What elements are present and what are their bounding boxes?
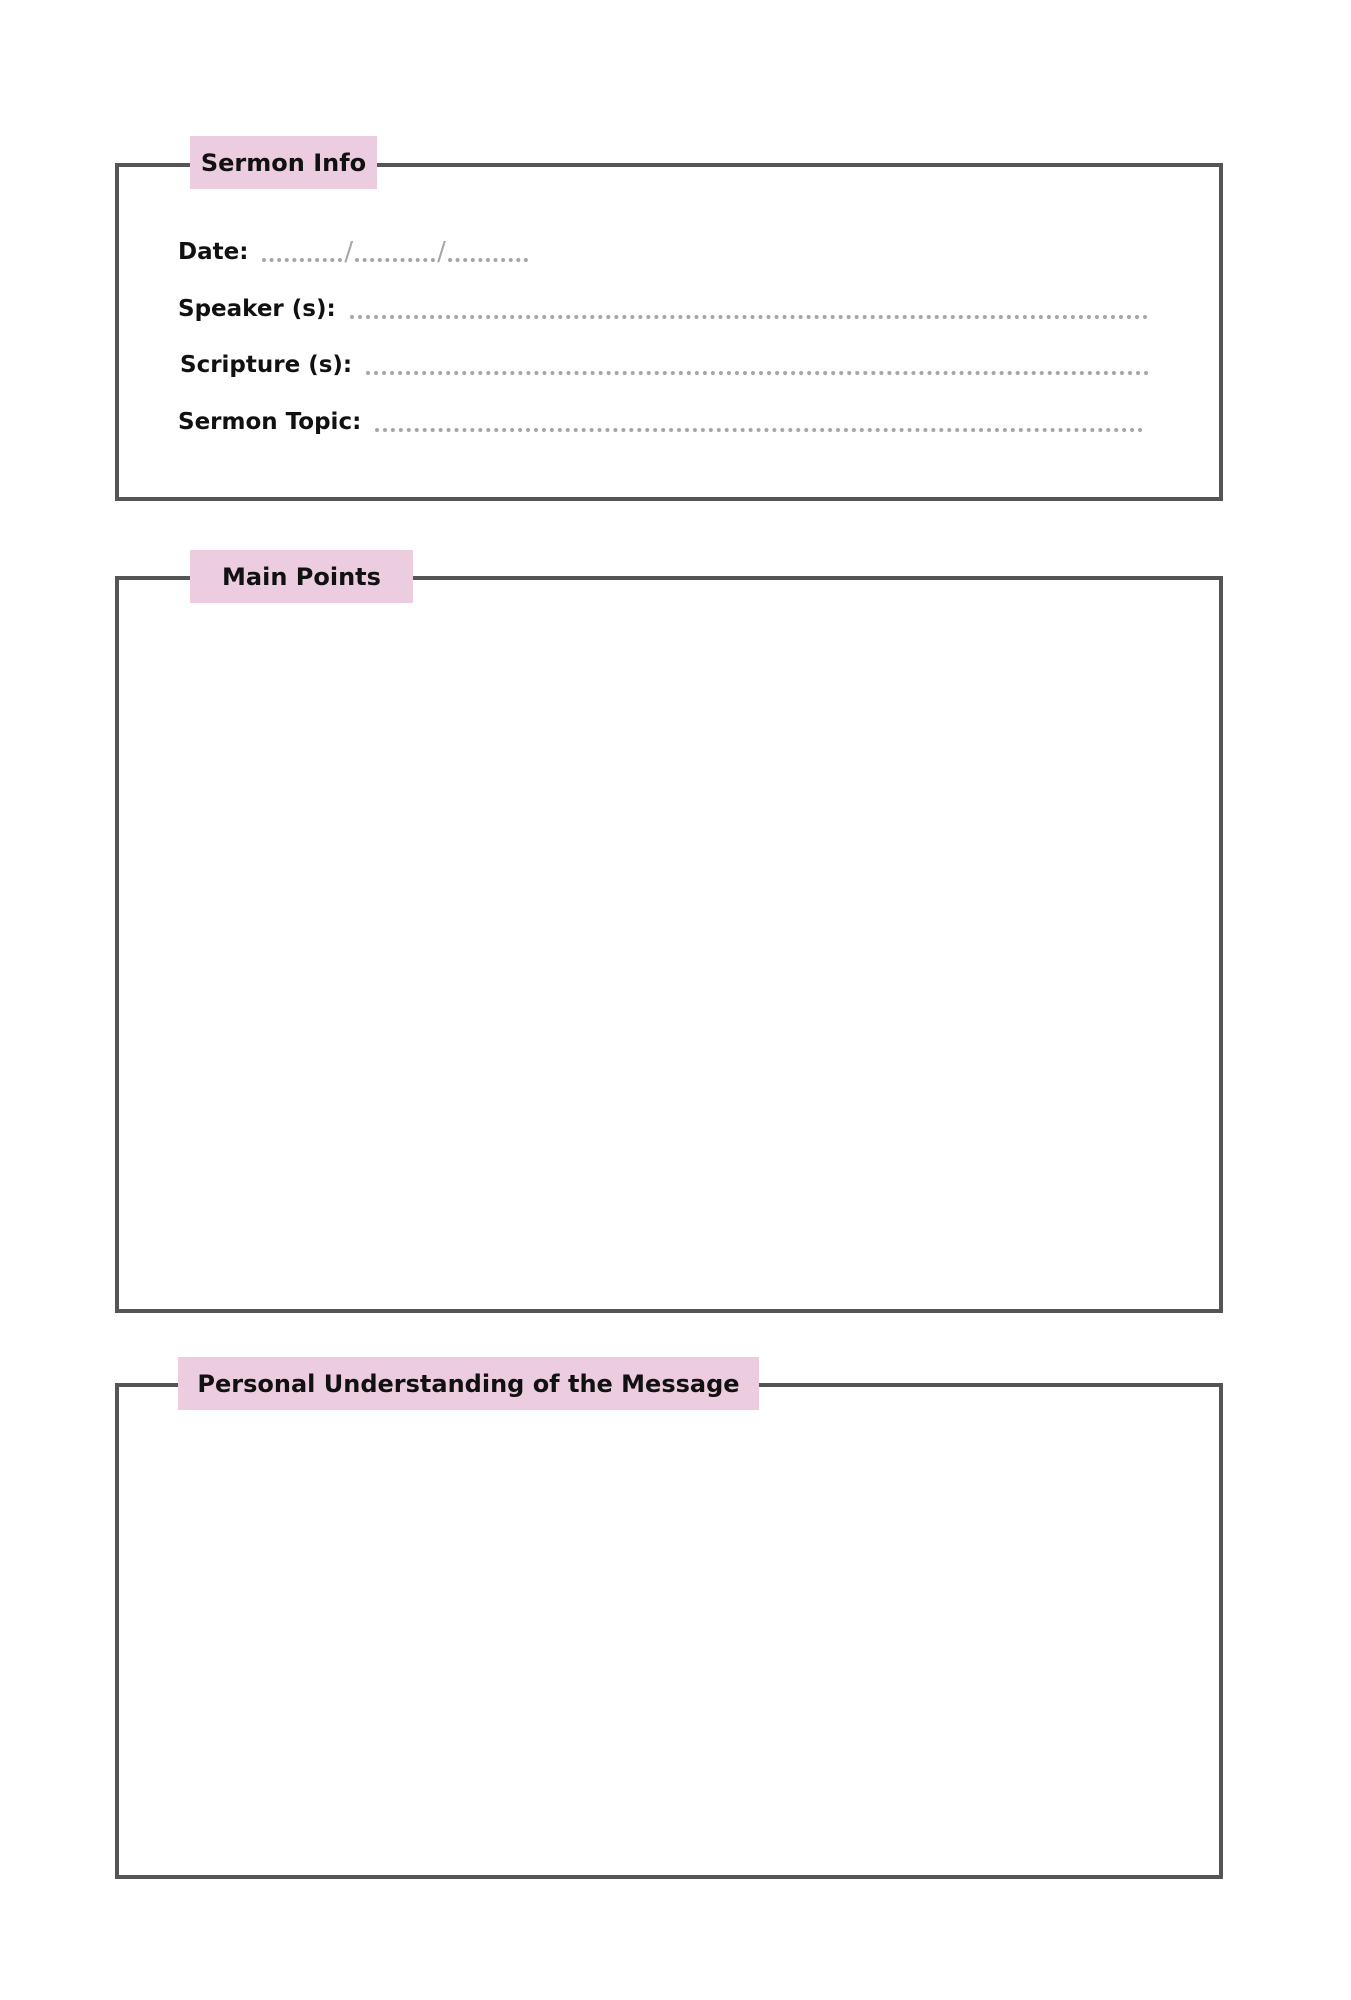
date-input[interactable] bbox=[262, 239, 528, 265]
main-points-title: Main Points bbox=[190, 550, 413, 603]
speaker-field bbox=[178, 292, 1148, 326]
date-month-blank[interactable] bbox=[355, 258, 435, 262]
sermon-topic-label: Sermon Topic: bbox=[178, 409, 362, 435]
date-separator: / bbox=[437, 237, 446, 267]
speaker-input-line[interactable] bbox=[350, 315, 1148, 319]
personal-understanding-panel[interactable] bbox=[115, 1383, 1223, 1879]
scripture-field bbox=[180, 348, 1149, 382]
date-field bbox=[178, 235, 528, 269]
sermon-info-title: Sermon Info bbox=[190, 136, 377, 189]
main-points-panel[interactable] bbox=[115, 576, 1223, 1313]
scripture-input-line[interactable] bbox=[366, 371, 1149, 375]
sermon-topic-input-line[interactable] bbox=[375, 428, 1143, 432]
date-label: Date: bbox=[178, 239, 249, 265]
scripture-label: Scripture (s): bbox=[180, 352, 353, 378]
personal-understanding-title: Personal Understanding of the Message bbox=[178, 1357, 759, 1410]
date-separator: / bbox=[344, 237, 354, 267]
date-year-blank[interactable] bbox=[448, 258, 528, 262]
date-day-blank[interactable] bbox=[262, 258, 342, 262]
sermon-topic-field bbox=[178, 405, 1143, 439]
speaker-label: Speaker (s): bbox=[178, 296, 336, 322]
sermon-info-panel bbox=[115, 163, 1223, 501]
